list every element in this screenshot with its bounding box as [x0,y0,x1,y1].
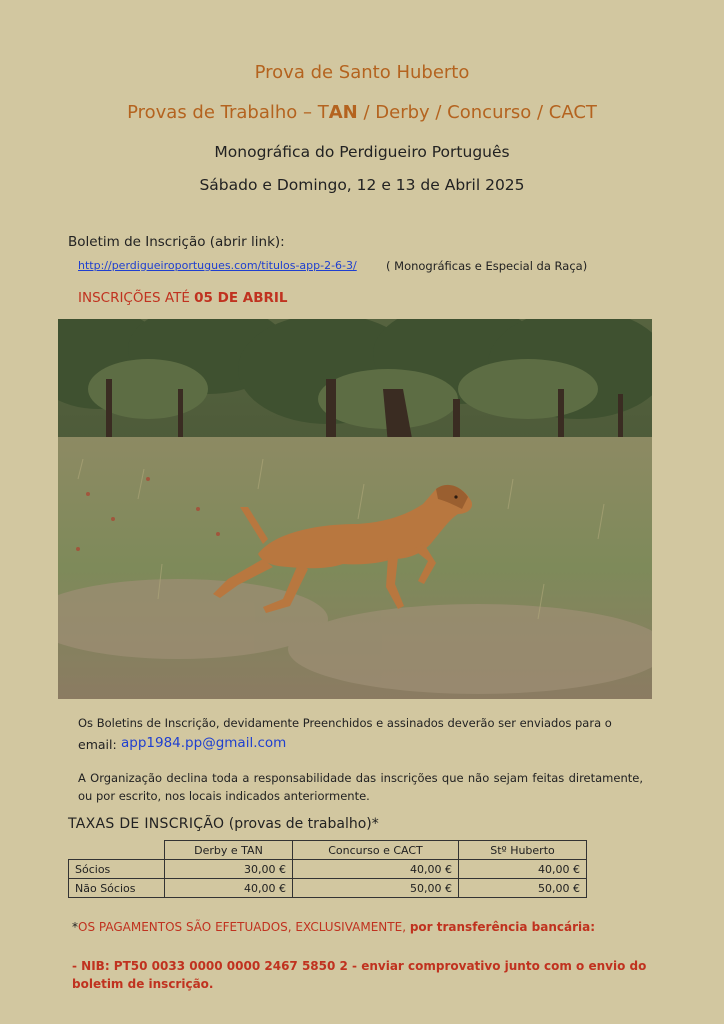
table-cell: 50,00 € [293,879,459,898]
fees-title-caps: TAXAS DE INSCRIÇÃO [68,816,225,832]
table-cell: 50,00 € [459,879,587,898]
events-subtitle [0,102,724,123]
table-cell: Não Sócios [69,879,165,898]
registration-deadline [78,290,288,306]
email-label: email: [78,737,117,752]
fees-header-cell: Stº Huberto [459,841,587,860]
fees-header-cell: Concurso e CACT [293,841,459,860]
table-cell: 40,00 € [165,879,293,898]
fees-title [68,816,379,832]
fees-header-row [69,841,587,860]
event-subtitle: Monográfica do Perdigueiro Português [214,143,510,161]
events-rest: / Derby / Concurso / CACT [357,102,597,123]
deadline-prefix: INSCRIÇÕES ATÉ [78,290,195,306]
events-prefix: Provas de Trabalho – T [127,102,329,123]
table-row [69,879,587,898]
table-cell: 40,00 € [293,860,459,879]
deadline-date: 05 DE ABRIL [194,290,288,306]
table-cell: 40,00 € [459,860,587,879]
payment-nib: - NIB: PT50 0033 0000 0000 2467 5850 2 - enviar comprovativo junto com o envio do boletim de inscrição. [72,959,647,991]
registration-label: Boletim de Inscrição (abrir link): [68,234,285,250]
fees-header-cell: Derby e TAN [165,841,293,860]
payment-notice-text: OS PAGAMENTOS SÃO EFETUADOS, EXCLUSIVAMENTE, [78,920,410,934]
fees-table [68,840,587,898]
registration-link[interactable]: http://perdigueiroportugues.com/titulos-app-2-6-3/ [78,259,357,272]
table-row [69,860,587,879]
disclaimer-paragraph: A Organização declina toda a responsabilidade das inscrições que não sejam feitas diretamente, ou por escrito, nos locais indicados anteriormente. [78,771,643,803]
table-cell: 30,00 € [165,860,293,879]
registration-link-note: ( Monográficas e Especial da Raça) [386,259,588,273]
page-title: Prova de Santo Huberto [254,62,470,83]
events-tan-bold: AN [328,102,358,123]
instructions-paragraph: Os Boletins de Inscrição, devidamente Preenchidos e assinados deverão ser enviados para o [78,716,612,730]
fees-header-cell [69,841,165,860]
payment-method: por transferência bancária: [409,920,596,934]
fees-title-rest: (provas de trabalho)* [224,816,379,832]
payment-asterisk: * [72,920,78,934]
event-dates: Sábado e Domingo, 12 e 13 de Abril 2025 [199,176,525,194]
table-cell: Sócios [69,860,165,879]
payment-notice [72,920,595,934]
pointer-dog-in-field-photo [58,319,652,699]
email-link[interactable]: app1984.pp@gmail.com [121,735,287,751]
